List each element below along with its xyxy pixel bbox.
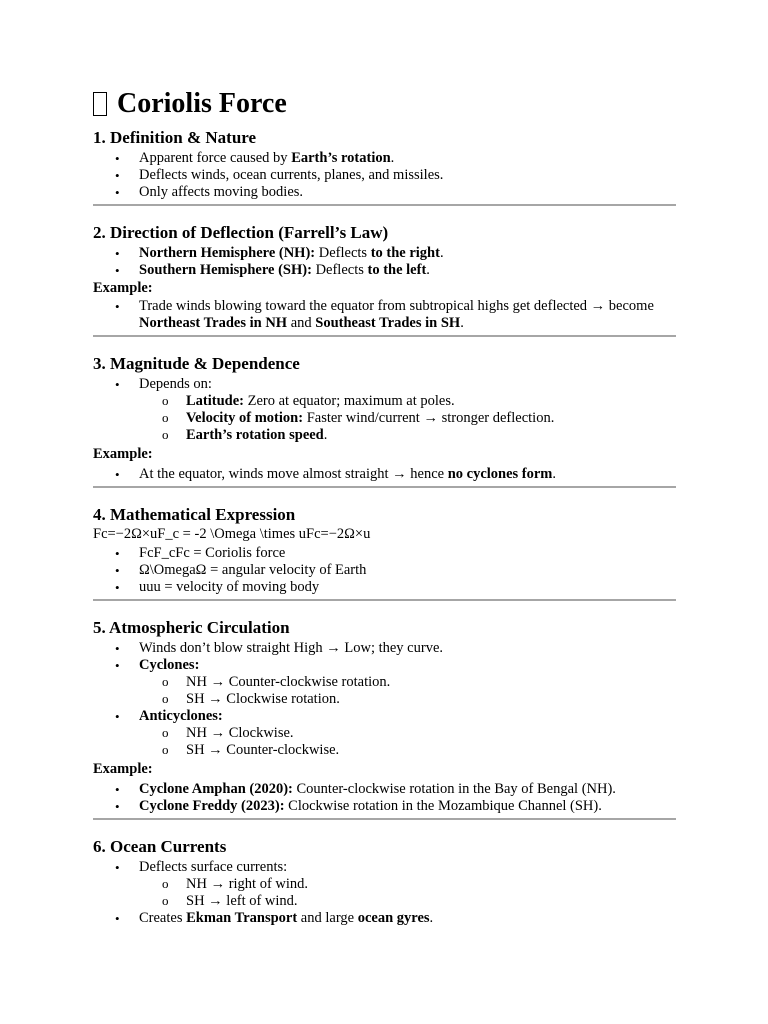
bullet-list — [93, 466, 676, 483]
list-item — [139, 859, 676, 910]
bold-text: to the right — [370, 245, 440, 261]
section-divider — [93, 204, 676, 206]
list-item — [139, 708, 676, 759]
section-definition — [93, 128, 676, 206]
bullet-list — [93, 545, 676, 596]
text: Faster wind/current → stronger deflection. — [303, 410, 555, 426]
list-item: • Only affects moving bodies. — [139, 184, 676, 201]
list-item — [139, 150, 676, 167]
sub-list-item: o NH → right of wind. — [186, 876, 676, 893]
bullet-list — [93, 150, 676, 201]
sub-list — [139, 393, 676, 444]
bold-text: Cyclone Freddy (2023): — [139, 798, 285, 814]
missing-glyph-icon — [93, 92, 107, 116]
bold-text: to the left — [367, 262, 427, 278]
text: Apparent force caused by — [139, 150, 292, 166]
bold-text: Anticyclones: — [139, 708, 223, 724]
list-item: • FcF_cFc = Coriolis force — [139, 545, 676, 562]
section-heading: 3. Magnitude & Dependence — [93, 354, 300, 373]
bold-text: Northern Hemisphere (NH): — [139, 245, 316, 261]
text: Counter-clockwise rotation in the Bay of Bengal (NH). — [292, 781, 616, 797]
text: and large — [297, 910, 358, 926]
sub-list-item — [186, 427, 676, 444]
text: Zero at equator; maximum at poles. — [244, 393, 455, 409]
list-item: • Winds don’t blow straight High → Low; they curve. — [139, 640, 676, 657]
bold-text: Velocity of motion: — [186, 410, 304, 426]
section-heading: 6. Ocean Currents — [93, 837, 227, 856]
text: . — [552, 466, 557, 482]
bold-text: Latitude: — [186, 393, 244, 409]
bold-text: Cyclones: — [139, 657, 200, 673]
list-item — [139, 245, 676, 262]
text: . — [390, 150, 395, 166]
section-heading: 1. Definition & Nature — [93, 128, 257, 147]
sub-list — [139, 725, 676, 759]
sub-list-item — [186, 410, 676, 427]
sub-list-item: o SH → Counter-clockwise. — [186, 742, 676, 759]
list-item — [139, 657, 676, 708]
page-title-text: Coriolis Force — [117, 88, 287, 119]
example-label: Example: — [93, 280, 153, 296]
text: Depends on: — [139, 376, 212, 392]
sub-list — [139, 674, 676, 708]
example-label: Example: — [93, 761, 153, 777]
bullet-list — [93, 859, 676, 927]
page-title — [93, 86, 676, 122]
sub-list — [139, 876, 676, 910]
sub-list-item: o NH → Clockwise. — [186, 725, 676, 742]
bold-text: no cyclones form — [447, 466, 553, 482]
bullet-list — [93, 376, 676, 444]
list-item — [139, 298, 676, 332]
section-heading: 5. Atmospheric Circulation — [93, 618, 290, 637]
bold-text: Southern Hemisphere (SH): — [139, 262, 312, 278]
section-atmospheric — [93, 618, 676, 820]
section-direction — [93, 223, 676, 337]
text: . — [460, 315, 464, 331]
text: At the equator, winds move almost straight → hence — [139, 466, 448, 482]
section-divider — [93, 818, 676, 820]
bullet-list — [93, 640, 676, 759]
section-heading: 2. Direction of Deflection (Farrell’s Law) — [93, 223, 389, 242]
section-divider — [93, 486, 676, 488]
text: . — [439, 245, 444, 261]
section-ocean — [93, 837, 676, 927]
text: Deflects — [311, 262, 368, 278]
section-divider — [93, 599, 676, 601]
sub-list-item: o NH → Counter-clockwise rotation. — [186, 674, 676, 691]
list-item — [139, 798, 676, 815]
text: . — [323, 427, 328, 443]
formula-text: Fc=−2Ω×uF_c = -2 \Omega \times uFc=−2Ω×u — [93, 526, 371, 542]
text: . — [426, 262, 430, 278]
bold-text: ocean gyres — [357, 910, 430, 926]
bold-text: Earth’s rotation — [291, 150, 391, 166]
section-divider — [93, 335, 676, 337]
text: . — [429, 910, 434, 926]
list-item — [139, 466, 676, 483]
bold-text: Earth’s rotation speed — [186, 427, 324, 443]
bold-text: Ekman Transport — [186, 910, 298, 926]
text: Clockwise rotation in the Mozambique Channel (SH). — [284, 798, 602, 814]
sub-list-item: o SH → Clockwise rotation. — [186, 691, 676, 708]
bullet-list — [93, 781, 676, 815]
text: Deflects — [315, 245, 371, 261]
list-item — [139, 910, 676, 927]
list-item: • uuu = velocity of moving body — [139, 579, 676, 596]
text: and — [287, 315, 316, 331]
list-item — [139, 376, 676, 444]
bold-text: Southeast Trades in SH — [315, 315, 461, 331]
section-heading: 4. Mathematical Expression — [93, 505, 296, 524]
section-magnitude — [93, 354, 676, 488]
bold-text: Cyclone Amphan (2020): — [139, 781, 293, 797]
bullet-list — [93, 298, 676, 332]
text: Creates — [139, 910, 187, 926]
list-item: • Deflects winds, ocean currents, planes, and missiles. — [139, 167, 676, 184]
list-item: • Ω\OmegaΩ = angular velocity of Earth — [139, 562, 676, 579]
section-math — [93, 505, 676, 601]
example-label: Example: — [93, 446, 153, 462]
list-item — [139, 262, 676, 279]
document-content — [93, 86, 676, 927]
list-item — [139, 781, 676, 798]
sub-list-item: o SH → left of wind. — [186, 893, 676, 910]
bold-text: Northeast Trades in NH — [139, 315, 288, 331]
sub-list-item — [186, 393, 676, 410]
text: Deflects surface currents: — [139, 859, 288, 875]
bullet-list — [93, 245, 676, 279]
text: Trade winds blowing toward the equator from subtropical highs get deflected → become — [139, 298, 654, 314]
